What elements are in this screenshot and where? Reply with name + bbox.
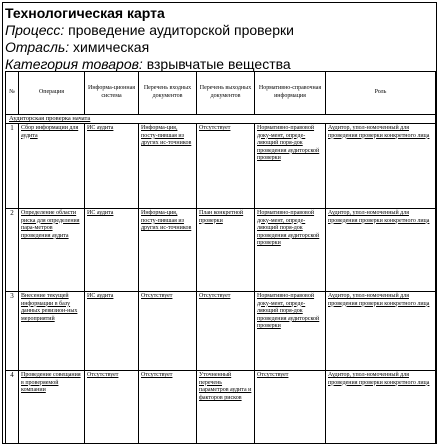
tech-map-table [5,71,436,444]
operation-cell: Внесение текущей информации в базу данных ревизион-ных мероприятий [19,292,85,371]
role-cell: Аудитор, упол-номоченный для проведения проверки конкретного лица [326,371,436,444]
industry-value: химическая [73,39,150,55]
role-cell: Аудитор, упол-номоченный для проведения проверки конкретного лица [326,124,436,209]
column-header: Операция [19,72,85,115]
row-number: 2 [6,209,19,292]
inputs-cell: Отсутствует [139,371,197,444]
section-label: Аудиторская проверка начата [6,115,436,124]
inputs-cell: Информа-ция, посту-пившая из других ис-точников [139,209,197,292]
row-number: 3 [6,292,19,371]
nsi-cell: Нормативно-правовой доку-мент, опреде-ляющий поря-док проведения аудиторской проверки [255,209,326,292]
column-header: Роль [326,72,436,115]
table-row [6,292,436,371]
system-cell: ИС аудита [85,209,139,292]
outputs-cell: Уточненный перечень параметров аудита и факторов рисков [197,371,255,444]
category-value: взрывчатые вещества [146,56,291,72]
table-row [6,371,436,444]
industry-label: Отрасль: [5,39,70,55]
section-row [6,115,436,124]
document-frame [2,2,437,444]
role-cell: Аудитор, упол-номоченный для проведения проверки конкретного лица [326,292,436,371]
inputs-cell: Отсутствует [139,292,197,371]
operation-cell: Определение области риска для определения пара-метров проведения аудита [19,209,85,292]
process-label: Процесс: [5,22,65,38]
column-header: Нормативно-справочная информация [255,72,326,115]
table-header-row [6,72,436,115]
industry-line [5,39,435,56]
process-line [5,22,435,39]
nsi-cell: Нормативно-правовой доку-мент, опреде-ляющий поря-док проведения аудиторской проверки [255,292,326,371]
inputs-cell: Информа-ция, посту-пившая из других ис-точников [139,124,197,209]
category-label: Категория товаров: [5,56,143,72]
role-cell: Аудитор, упол-номоченный для проведения проверки конкретного лица [326,209,436,292]
column-header: Перечень выходных документов [197,72,255,115]
document-header [5,3,435,73]
operation-cell: Сбор информации для аудита [19,124,85,209]
outputs-cell: Отсутствует [197,292,255,371]
outputs-cell: Отсутствует [197,124,255,209]
table-row [6,209,436,292]
row-number: 4 [6,371,19,444]
table-row [6,124,436,209]
row-number: 1 [6,124,19,209]
column-header: Перечень входных документов [139,72,197,115]
system-cell: ИС аудита [85,124,139,209]
outputs-cell: План конкретной проверки [197,209,255,292]
process-value: проведение аудиторской проверки [68,22,294,38]
nsi-cell: Нормативно-правовой доку-мент, опреде-ляющий поря-док проведения аудиторской проверки [255,124,326,209]
system-cell: Отсутствует [85,371,139,444]
column-header: № [6,72,19,115]
document-title: Технологическая карта [5,5,165,21]
system-cell: ИС аудита [85,292,139,371]
operation-cell: Проведение совещания в проверяемой компании [19,371,85,444]
nsi-cell: Отсутствует [255,371,326,444]
column-header: Информа-ционная система [85,72,139,115]
